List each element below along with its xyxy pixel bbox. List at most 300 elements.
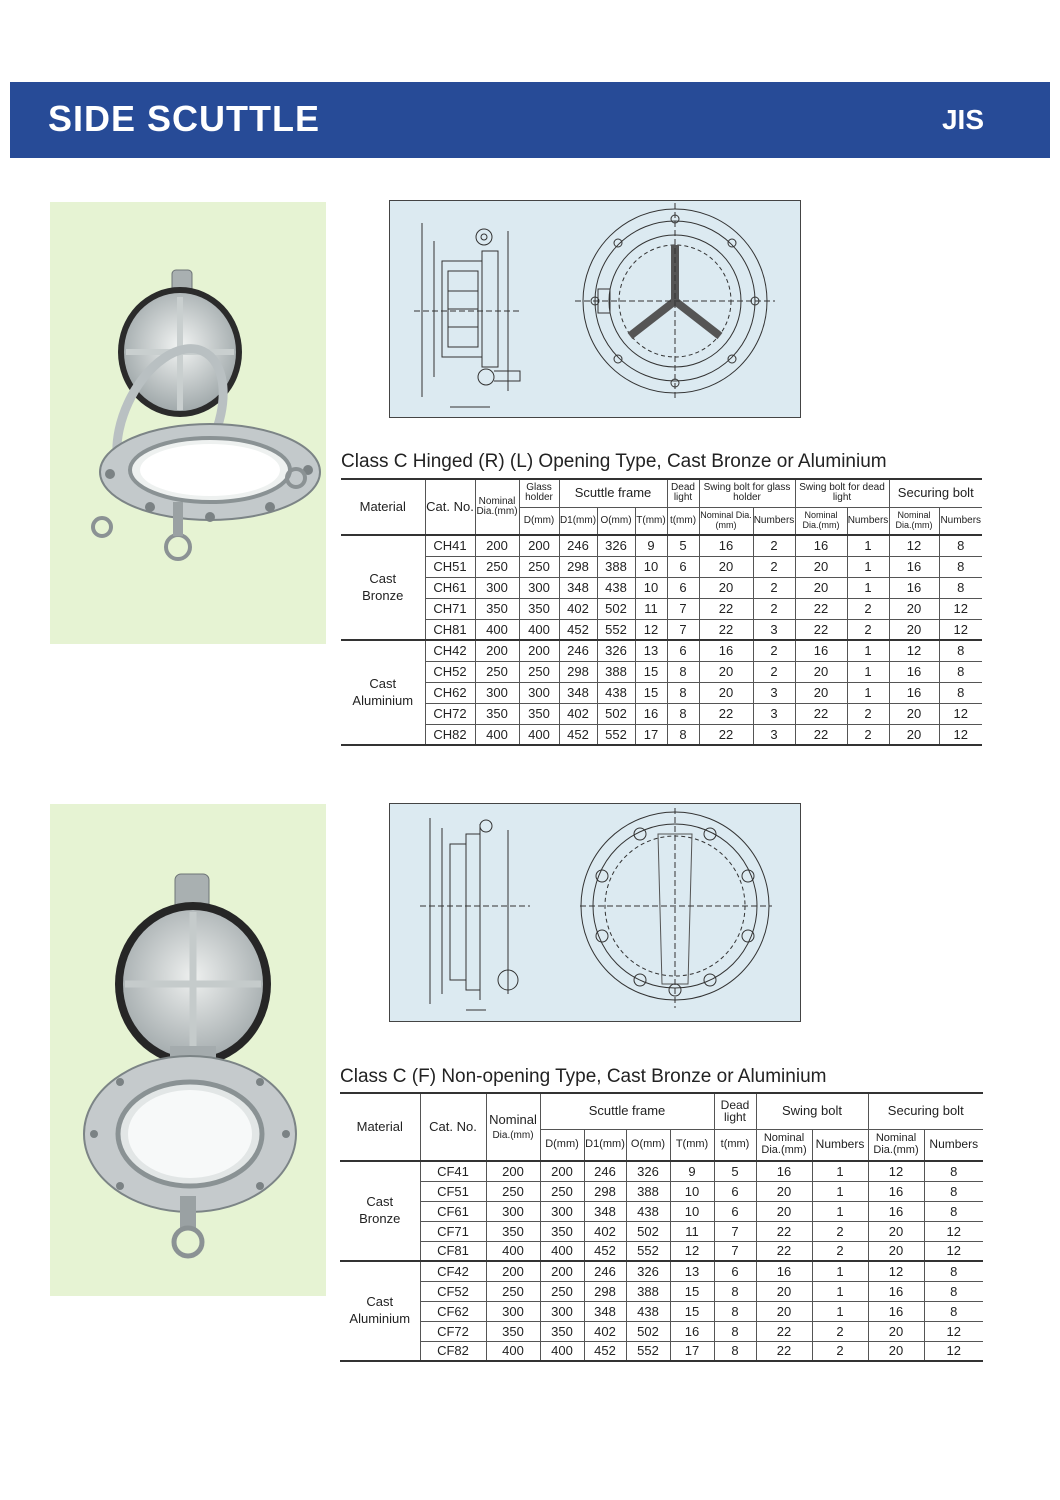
- table-cell: 16: [670, 1321, 714, 1341]
- table-cell: 20: [756, 1281, 812, 1301]
- table-cell: 400: [475, 619, 519, 640]
- table-cell: 12: [939, 724, 982, 745]
- table-cell: 8: [714, 1281, 756, 1301]
- table-cell: 402: [559, 703, 597, 724]
- cat-no-cell: CF41: [420, 1161, 486, 1181]
- table-cell: 400: [519, 724, 559, 745]
- table-cell: 250: [519, 661, 559, 682]
- table-cell: 1: [812, 1181, 868, 1201]
- table-cell: 12: [924, 1241, 983, 1261]
- table-cell: 12: [939, 703, 982, 724]
- table-cell: 250: [486, 1181, 540, 1201]
- table-cell: 400: [486, 1341, 540, 1361]
- table-row: [341, 703, 982, 724]
- col2-securing-bolt: Securing bolt: [868, 1093, 983, 1129]
- table-cell: 16: [795, 640, 847, 661]
- cat-no-cell: CF82: [420, 1341, 486, 1361]
- table-cell: 16: [756, 1161, 812, 1181]
- cat-no-cell: CF52: [420, 1281, 486, 1301]
- table-cell: 438: [626, 1301, 670, 1321]
- table-cell: 246: [559, 640, 597, 661]
- col-swing-glass-dia: Nominal Dia.(mm): [699, 507, 753, 535]
- table-cell: 6: [714, 1201, 756, 1221]
- table-cell: 250: [519, 556, 559, 577]
- table-cell: 2: [753, 556, 795, 577]
- hinged-scuttle-drawing: [389, 200, 801, 418]
- table-cell: 452: [559, 619, 597, 640]
- table-cell: 300: [486, 1201, 540, 1221]
- cat-no-cell: CF62: [420, 1301, 486, 1321]
- table-cell: 11: [670, 1221, 714, 1241]
- table-cell: 350: [486, 1321, 540, 1341]
- table-cell: 20: [868, 1241, 924, 1261]
- table-cell: 12: [868, 1261, 924, 1281]
- table-cell: 402: [584, 1321, 626, 1341]
- col2-nominal-label: Nominal: [489, 1111, 537, 1127]
- cat-no-cell: CH72: [425, 703, 475, 724]
- table-row: [341, 577, 982, 598]
- table-cell: 16: [889, 682, 939, 703]
- table-cell: 16: [756, 1261, 812, 1281]
- table-cell: 200: [540, 1161, 584, 1181]
- table-cell: 8: [667, 724, 699, 745]
- table-cell: 350: [540, 1321, 584, 1341]
- table-cell: 7: [667, 619, 699, 640]
- col-o: O(mm): [597, 507, 635, 535]
- table-cell: 200: [475, 640, 519, 661]
- hinged-table-body: [341, 535, 982, 745]
- table-cell: 10: [670, 1181, 714, 1201]
- table-cell: 22: [795, 724, 847, 745]
- table-row: [341, 661, 982, 682]
- table-cell: 8: [939, 556, 982, 577]
- table-row: [341, 535, 982, 556]
- table-cell: 200: [486, 1161, 540, 1181]
- table-cell: 402: [584, 1221, 626, 1241]
- table-cell: 8: [939, 661, 982, 682]
- table-cell: 20: [868, 1321, 924, 1341]
- cat-no-cell: CF81: [420, 1241, 486, 1261]
- table-cell: 552: [626, 1341, 670, 1361]
- table-cell: 452: [584, 1341, 626, 1361]
- table-cell: 8: [924, 1181, 983, 1201]
- table-cell: 10: [635, 556, 667, 577]
- table-cell: 200: [475, 535, 519, 556]
- table-cell: 2: [812, 1341, 868, 1361]
- col2-securing-num: Numbers: [924, 1129, 983, 1161]
- table-row: [341, 640, 982, 661]
- table-cell: 8: [939, 640, 982, 661]
- table-cell: 22: [795, 619, 847, 640]
- table-cell: 3: [753, 682, 795, 703]
- table-cell: 400: [475, 724, 519, 745]
- table-cell: 17: [635, 724, 667, 745]
- table-cell: 12: [924, 1321, 983, 1341]
- table-cell: 12: [670, 1241, 714, 1261]
- table-cell: 502: [597, 703, 635, 724]
- table-row: [340, 1261, 983, 1281]
- table-cell: 13: [670, 1261, 714, 1281]
- cat-no-cell: CH62: [425, 682, 475, 703]
- table-cell: 2: [812, 1221, 868, 1241]
- table-cell: 2: [753, 598, 795, 619]
- table-cell: 16: [795, 535, 847, 556]
- table-cell: 2: [812, 1321, 868, 1341]
- table-cell: 300: [540, 1301, 584, 1321]
- col2-T: T(mm): [670, 1129, 714, 1161]
- col-swing-dead-dia: Nominal Dia.(mm): [795, 507, 847, 535]
- col2-nominal-unit: Dia.(mm): [492, 1129, 534, 1141]
- table-cell: 326: [626, 1261, 670, 1281]
- col-swing-bolt-dead: Swing bolt for dead light: [795, 479, 889, 507]
- non-opening-table-body: [340, 1161, 983, 1361]
- table-cell: 1: [847, 682, 889, 703]
- table-cell: 3: [753, 703, 795, 724]
- table-cell: 6: [667, 556, 699, 577]
- table-cell: 200: [519, 640, 559, 661]
- table-cell: 16: [699, 640, 753, 661]
- col-securing-bolt: Securing bolt: [889, 479, 982, 507]
- cat-no-cell: CF61: [420, 1201, 486, 1221]
- table-cell: 22: [699, 598, 753, 619]
- material-cell: Cast Bronze: [341, 535, 425, 640]
- table-cell: 22: [756, 1241, 812, 1261]
- table-cell: 22: [699, 703, 753, 724]
- col-securing-dia: Nominal Dia.(mm): [889, 507, 939, 535]
- col2-t: t(mm): [714, 1129, 756, 1161]
- material-cell: Cast Aluminium: [340, 1261, 420, 1361]
- table-row: [340, 1241, 983, 1261]
- table-cell: 6: [714, 1181, 756, 1201]
- table-cell: 1: [812, 1281, 868, 1301]
- cat-no-cell: CH82: [425, 724, 475, 745]
- col-cat-no: Cat. No.: [425, 479, 475, 535]
- table-cell: 1: [847, 535, 889, 556]
- table-cell: 7: [714, 1241, 756, 1261]
- table-cell: 2: [753, 577, 795, 598]
- col-d: D(mm): [519, 507, 559, 535]
- col2-nominal: [486, 1093, 540, 1161]
- table-cell: 350: [475, 703, 519, 724]
- cat-no-cell: CH51: [425, 556, 475, 577]
- table-row: [340, 1301, 983, 1321]
- table-cell: 300: [486, 1301, 540, 1321]
- table-row: [340, 1221, 983, 1241]
- cat-no-cell: CF72: [420, 1321, 486, 1341]
- table-cell: 438: [597, 577, 635, 598]
- table-cell: 22: [756, 1321, 812, 1341]
- standard-label: JIS: [941, 104, 984, 135]
- table-cell: 12: [939, 598, 982, 619]
- table-row: [340, 1161, 983, 1181]
- table-cell: 8: [924, 1261, 983, 1281]
- table-cell: 388: [597, 556, 635, 577]
- col-t: t(mm): [667, 507, 699, 535]
- table-row: [340, 1281, 983, 1301]
- cat-no-cell: CF51: [420, 1181, 486, 1201]
- col-nominal-unit: Dia.(mm): [476, 506, 518, 517]
- table-cell: 1: [847, 577, 889, 598]
- table-cell: 200: [540, 1261, 584, 1281]
- non-opening-scuttle-photo: [50, 804, 326, 1296]
- table-cell: 300: [519, 577, 559, 598]
- table-cell: 300: [475, 577, 519, 598]
- table-cell: 12: [868, 1161, 924, 1181]
- table-cell: 16: [889, 556, 939, 577]
- table-cell: 20: [795, 577, 847, 598]
- col-glass-holder: Glass holder: [519, 479, 559, 507]
- table-cell: 16: [635, 703, 667, 724]
- table-cell: 15: [635, 661, 667, 682]
- table-cell: 12: [924, 1221, 983, 1241]
- cat-no-cell: CH81: [425, 619, 475, 640]
- table-cell: 200: [519, 535, 559, 556]
- table-cell: 8: [714, 1321, 756, 1341]
- table-cell: 300: [540, 1201, 584, 1221]
- table-cell: 20: [699, 682, 753, 703]
- col2-securing-dia: Nominal Dia.(mm): [868, 1129, 924, 1161]
- table-cell: 2: [753, 535, 795, 556]
- table-cell: 20: [889, 724, 939, 745]
- table-cell: 1: [812, 1201, 868, 1221]
- table-cell: 402: [559, 598, 597, 619]
- table-cell: 9: [635, 535, 667, 556]
- cat-no-cell: CH41: [425, 535, 475, 556]
- table-cell: 20: [795, 556, 847, 577]
- table-cell: 348: [584, 1201, 626, 1221]
- table-cell: 348: [559, 682, 597, 703]
- table-cell: 8: [667, 682, 699, 703]
- table-cell: 2: [847, 724, 889, 745]
- table-cell: 20: [889, 703, 939, 724]
- col2-dead-light: Dead light: [714, 1093, 756, 1129]
- table-cell: 3: [753, 619, 795, 640]
- table-cell: 20: [756, 1301, 812, 1321]
- table-cell: 8: [924, 1281, 983, 1301]
- hinged-spec-table: [341, 478, 982, 746]
- table-cell: 300: [519, 682, 559, 703]
- table-cell: 1: [847, 556, 889, 577]
- table-cell: 16: [868, 1301, 924, 1321]
- table-cell: 9: [670, 1161, 714, 1181]
- table-cell: 20: [868, 1341, 924, 1361]
- table-cell: 12: [924, 1341, 983, 1361]
- table-cell: 6: [667, 640, 699, 661]
- table-cell: 22: [756, 1341, 812, 1361]
- material-cell: Cast Aluminium: [341, 640, 425, 745]
- section2-title: Class C (F) Non-opening Type, Cast Bronze or Aluminium: [340, 1066, 827, 1087]
- table-cell: 17: [670, 1341, 714, 1361]
- col2-scuttle-frame: Scuttle frame: [540, 1093, 714, 1129]
- table-cell: 2: [753, 640, 795, 661]
- table-cell: 16: [889, 661, 939, 682]
- table-cell: 6: [714, 1261, 756, 1281]
- table-cell: 15: [670, 1301, 714, 1321]
- col-nominal: [475, 479, 519, 535]
- table-cell: 388: [626, 1281, 670, 1301]
- table-row: [340, 1181, 983, 1201]
- col-d1: D1(mm): [559, 507, 597, 535]
- table-cell: 502: [597, 598, 635, 619]
- table-cell: 2: [753, 661, 795, 682]
- table-cell: 1: [847, 640, 889, 661]
- table-cell: 12: [889, 640, 939, 661]
- table-cell: 250: [540, 1281, 584, 1301]
- table-cell: 5: [667, 535, 699, 556]
- table-row: [340, 1201, 983, 1221]
- col2-d: D(mm): [540, 1129, 584, 1161]
- col-securing-num: Numbers: [939, 507, 982, 535]
- table-cell: 7: [667, 598, 699, 619]
- table-cell: 250: [540, 1181, 584, 1201]
- table-cell: 552: [597, 724, 635, 745]
- table-cell: 1: [812, 1301, 868, 1321]
- table-cell: 12: [889, 535, 939, 556]
- table-cell: 10: [635, 577, 667, 598]
- table-cell: 20: [868, 1221, 924, 1241]
- table-cell: 452: [584, 1241, 626, 1261]
- table-cell: 16: [868, 1181, 924, 1201]
- table-cell: 348: [559, 577, 597, 598]
- table-cell: 20: [889, 619, 939, 640]
- page-header: [10, 82, 1050, 158]
- table-cell: 250: [475, 556, 519, 577]
- table-cell: 10: [670, 1201, 714, 1221]
- table-cell: 438: [626, 1201, 670, 1221]
- table-cell: 8: [714, 1341, 756, 1361]
- col-nominal-label: Nominal: [478, 495, 516, 507]
- table-cell: 2: [847, 703, 889, 724]
- table-cell: 8: [924, 1161, 983, 1181]
- cat-no-cell: CF42: [420, 1261, 486, 1281]
- table-cell: 15: [635, 682, 667, 703]
- table-cell: 20: [699, 661, 753, 682]
- table-cell: 22: [756, 1221, 812, 1241]
- cat-no-cell: CH42: [425, 640, 475, 661]
- table-cell: 298: [559, 556, 597, 577]
- table-cell: 11: [635, 598, 667, 619]
- table-cell: 16: [699, 535, 753, 556]
- cat-no-cell: CH71: [425, 598, 475, 619]
- cat-no-cell: CH52: [425, 661, 475, 682]
- col2-swing-dia: Nominal Dia.(mm): [756, 1129, 812, 1161]
- table-cell: 1: [812, 1261, 868, 1281]
- cat-no-cell: CF71: [420, 1221, 486, 1241]
- table-cell: 1: [847, 661, 889, 682]
- table-cell: 348: [584, 1301, 626, 1321]
- table-cell: 250: [475, 661, 519, 682]
- table-cell: 326: [597, 640, 635, 661]
- col-material: Material: [341, 479, 425, 535]
- table-cell: 1: [812, 1161, 868, 1181]
- col2-o: O(mm): [626, 1129, 670, 1161]
- table-cell: 13: [635, 640, 667, 661]
- table-cell: 298: [559, 661, 597, 682]
- table-cell: 350: [540, 1221, 584, 1241]
- table-cell: 400: [540, 1241, 584, 1261]
- table-cell: 438: [597, 682, 635, 703]
- col-swing-dead-num: Numbers: [847, 507, 889, 535]
- table-cell: 8: [939, 577, 982, 598]
- table-cell: 22: [795, 703, 847, 724]
- table-cell: 400: [519, 619, 559, 640]
- table-cell: 298: [584, 1181, 626, 1201]
- table-cell: 16: [889, 577, 939, 598]
- col2-swing-bolt: Swing bolt: [756, 1093, 868, 1129]
- table-cell: 2: [812, 1241, 868, 1261]
- table-cell: 250: [486, 1281, 540, 1301]
- table-cell: 350: [519, 598, 559, 619]
- table-cell: 246: [584, 1161, 626, 1181]
- col-scuttle-frame: Scuttle frame: [559, 479, 667, 507]
- table-cell: 400: [540, 1341, 584, 1361]
- table-cell: 20: [756, 1181, 812, 1201]
- table-cell: 2: [847, 619, 889, 640]
- col-swing-bolt-glass: Swing bolt for glass holder: [699, 479, 795, 507]
- col2-d1: D1(mm): [584, 1129, 626, 1161]
- table-cell: 350: [486, 1221, 540, 1241]
- table-cell: 20: [795, 661, 847, 682]
- table-cell: 502: [626, 1321, 670, 1341]
- col-swing-glass-num: Numbers: [753, 507, 795, 535]
- table-row: [340, 1341, 983, 1361]
- table-cell: 20: [795, 682, 847, 703]
- table-cell: 22: [699, 619, 753, 640]
- table-cell: 350: [519, 703, 559, 724]
- table-cell: 12: [939, 619, 982, 640]
- table-cell: 7: [714, 1221, 756, 1241]
- table-cell: 452: [559, 724, 597, 745]
- table-cell: 298: [584, 1281, 626, 1301]
- table-row: [340, 1321, 983, 1341]
- table-cell: 502: [626, 1221, 670, 1241]
- col2-swing-num: Numbers: [812, 1129, 868, 1161]
- table-cell: 8: [924, 1201, 983, 1221]
- section1-title: Class C Hinged (R) (L) Opening Type, Cast Bronze or Aluminium: [341, 451, 887, 472]
- table-cell: 8: [714, 1301, 756, 1321]
- table-cell: 300: [475, 682, 519, 703]
- table-cell: 2: [847, 598, 889, 619]
- table-cell: 8: [924, 1301, 983, 1321]
- table-cell: 388: [597, 661, 635, 682]
- table-cell: 246: [584, 1261, 626, 1281]
- table-cell: 200: [486, 1261, 540, 1281]
- table-cell: 326: [597, 535, 635, 556]
- table-cell: 12: [635, 619, 667, 640]
- table-cell: 326: [626, 1161, 670, 1181]
- table-cell: 20: [889, 598, 939, 619]
- table-cell: 20: [756, 1201, 812, 1221]
- table-cell: 552: [597, 619, 635, 640]
- col2-material: Material: [340, 1093, 420, 1161]
- table-row: [341, 598, 982, 619]
- table-cell: 8: [939, 682, 982, 703]
- table-cell: 15: [670, 1281, 714, 1301]
- table-row: [341, 682, 982, 703]
- table-cell: 20: [699, 577, 753, 598]
- table-cell: 16: [868, 1201, 924, 1221]
- table-cell: 8: [939, 535, 982, 556]
- non-opening-scuttle-drawing: [389, 803, 801, 1022]
- table-cell: 388: [626, 1181, 670, 1201]
- table-cell: 5: [714, 1161, 756, 1181]
- table-cell: 8: [667, 703, 699, 724]
- col-dead-light: Dead light: [667, 479, 699, 507]
- page-title: SIDE SCUTTLE: [48, 98, 321, 139]
- hinged-scuttle-photo: [50, 202, 326, 644]
- cat-no-cell: CH61: [425, 577, 475, 598]
- table-cell: 3: [753, 724, 795, 745]
